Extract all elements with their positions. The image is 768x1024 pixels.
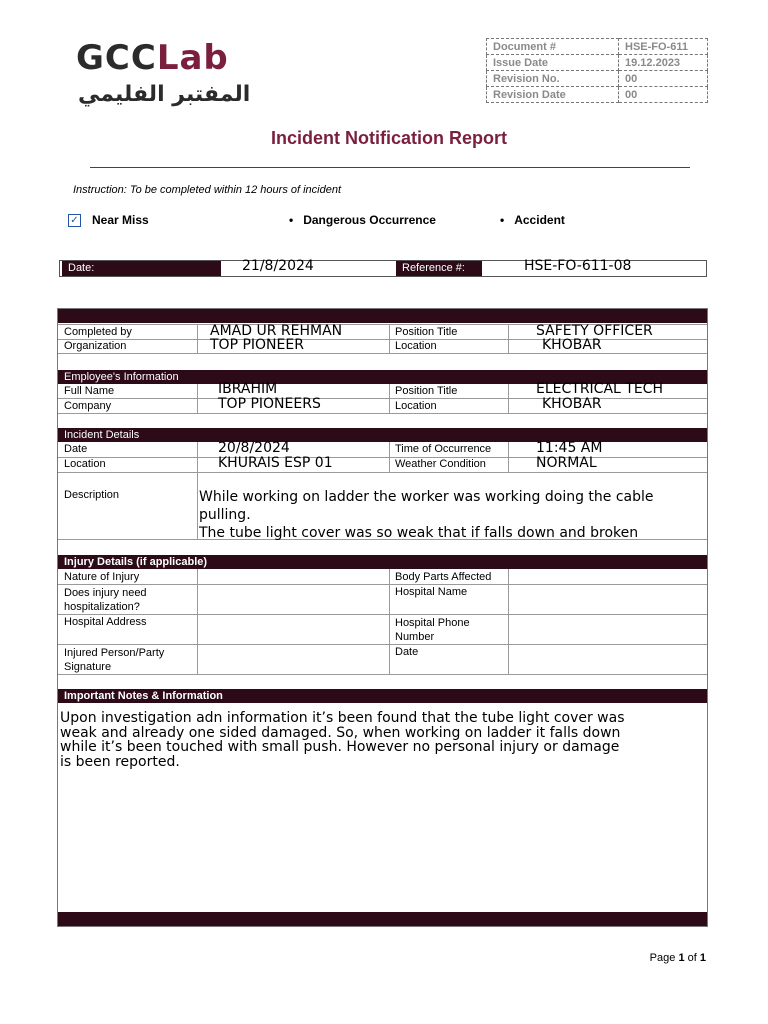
reference-value[interactable]: HSE-FO-611-08 xyxy=(524,258,632,274)
page-title: Incident Notification Report xyxy=(271,128,507,148)
grid-line xyxy=(58,398,707,399)
section-header-injury: Injury Details (if applicable) xyxy=(58,555,707,569)
near-miss-checkbox-icon[interactable]: ✓ xyxy=(68,214,81,227)
incident-date-value[interactable]: 20/8/2024 xyxy=(218,440,290,456)
organization-label: Organization xyxy=(64,340,127,352)
option-near-miss: Near Miss xyxy=(92,213,149,227)
location-value[interactable]: KHOBAR xyxy=(542,337,602,353)
grid-line xyxy=(508,324,509,354)
date-label: Date: xyxy=(62,261,221,276)
hospitalization-label-line: Does injury need xyxy=(64,587,147,599)
doc-control-row xyxy=(487,87,708,103)
hospitalization-label-line: hospitalization? xyxy=(64,601,140,613)
company-label: Company xyxy=(64,400,112,412)
option-dangerous-occurrence[interactable] xyxy=(289,213,436,227)
option-accident-label: Accident xyxy=(514,213,565,227)
company-logo xyxy=(76,38,229,78)
notes-text[interactable] xyxy=(60,711,625,769)
page-total: 1 xyxy=(699,952,706,964)
organization-value[interactable]: TOP PIONEER xyxy=(210,337,304,353)
grid-line xyxy=(58,457,707,458)
grid-line xyxy=(389,442,390,472)
instruction-text: Instruction: To be completed within 12 hours of incident xyxy=(73,184,342,196)
doc-control-value: 00 xyxy=(619,87,708,103)
hospital-address-label: Hospital Address xyxy=(64,616,147,628)
grid-line xyxy=(197,324,198,354)
doc-control-row xyxy=(487,55,708,71)
completed-by-label: Completed by xyxy=(64,326,132,338)
page-number xyxy=(650,952,706,964)
position-title-value[interactable]: SAFETY OFFICER xyxy=(536,323,653,339)
grid-line xyxy=(508,384,509,414)
grid-line xyxy=(58,472,707,473)
description-line: pulling. xyxy=(199,507,251,523)
grid-line xyxy=(197,442,198,540)
page-current: 1 xyxy=(678,952,685,964)
employee-position-label: Position Title xyxy=(395,385,458,397)
bullet-icon: • xyxy=(289,213,294,227)
grid-line xyxy=(508,442,509,472)
section-header-employee: Employee's Information xyxy=(58,370,707,384)
time-occurrence-value[interactable]: 11:45 AM xyxy=(536,440,603,456)
signature-label-line: Injured Person/Party xyxy=(64,647,165,659)
employee-location-label: Location xyxy=(395,400,437,412)
section-header-incident: Incident Details xyxy=(58,428,707,442)
grid-line xyxy=(58,584,707,585)
form-bottom-band xyxy=(58,912,707,926)
date-reference-bar xyxy=(59,260,707,277)
location-label: Location xyxy=(395,340,437,352)
grid-line xyxy=(389,384,390,414)
signature-label xyxy=(64,646,164,674)
grid-line xyxy=(58,674,707,675)
time-occurrence-label: Time of Occurrence xyxy=(395,443,492,455)
company-value[interactable]: TOP PIONEERS xyxy=(218,396,321,412)
weather-condition-value[interactable]: NORMAL xyxy=(536,455,597,471)
page-word: Page xyxy=(649,952,676,964)
notes-line: Upon investigation adn information it’s been found that the tube light cover was xyxy=(60,710,625,726)
doc-control-row xyxy=(487,39,708,55)
completed-by-value[interactable]: AMAD UR REHMAN xyxy=(210,323,343,339)
full-name-value[interactable]: IBRAHIM xyxy=(218,381,278,397)
bullet-icon: • xyxy=(500,213,505,227)
grid-line xyxy=(58,339,707,340)
doc-control-value: HSE-FO-611 xyxy=(619,39,708,55)
logo-text-lab: Lab xyxy=(156,38,229,78)
grid-line xyxy=(58,353,707,354)
logo-arabic-text: المفتبر الفليمي xyxy=(78,82,251,107)
incident-form xyxy=(57,308,708,927)
grid-line xyxy=(197,569,198,674)
injury-date-label: Date xyxy=(395,646,419,658)
grid-line xyxy=(389,569,390,674)
description-label: Description xyxy=(64,489,120,501)
hospital-phone-label-line: Hospital Phone xyxy=(395,617,470,629)
notes-line: while it’s been touched with small push. However no personal injury or damage xyxy=(60,739,620,755)
weather-condition-label: Weather Condition xyxy=(395,458,486,470)
grid-line xyxy=(197,384,198,414)
employee-position-value[interactable]: ELECTRICAL TECH xyxy=(536,381,663,397)
signature-label-line: Signature xyxy=(64,661,112,673)
incident-location-value[interactable]: KHURAIS ESP 01 xyxy=(218,455,333,471)
grid-line xyxy=(58,614,707,615)
incident-location-label: Location xyxy=(64,458,106,470)
logo-text-gcc: GCC xyxy=(76,38,157,78)
doc-control-label: Issue Date xyxy=(487,55,619,71)
hospital-name-label: Hospital Name xyxy=(395,586,468,598)
notes-line: is been reported. xyxy=(60,753,180,770)
grid-line xyxy=(508,569,509,674)
hospital-phone-label-line: Number xyxy=(395,631,435,643)
doc-control-row xyxy=(487,71,708,87)
grid-line xyxy=(389,324,390,354)
body-parts-label: Body Parts Affected xyxy=(395,571,492,583)
doc-control-value: 00 xyxy=(619,71,708,87)
option-accident[interactable] xyxy=(500,213,565,227)
full-name-label: Full Name xyxy=(64,385,115,397)
hospitalization-label xyxy=(64,586,147,614)
notes-line: weak and already one sided damaged. So, when working on ladder it falls down xyxy=(60,724,621,741)
option-dangerous-label: Dangerous Occurrence xyxy=(303,213,436,227)
employee-location-value[interactable]: KHOBAR xyxy=(542,396,602,412)
doc-control-label: Revision No. xyxy=(487,71,619,87)
position-title-label: Position Title xyxy=(395,326,458,338)
grid-line xyxy=(58,644,707,645)
description-line: The tube light cover was so weak that if falls down and broken xyxy=(199,525,639,541)
document-control-table xyxy=(486,38,708,103)
doc-control-label: Document # xyxy=(487,39,619,55)
description-value[interactable] xyxy=(199,488,654,542)
page-of-word: of xyxy=(687,952,697,964)
hospital-phone-label xyxy=(395,616,470,644)
nature-of-injury-label: Nature of Injury xyxy=(64,571,140,583)
reference-label: Reference #: xyxy=(396,261,482,276)
incident-date-label: Date xyxy=(64,443,88,455)
doc-control-value: 19.12.2023 xyxy=(619,55,708,71)
form-top-band xyxy=(58,309,707,323)
description-line: While working on ladder the worker was working doing the cable xyxy=(199,489,654,505)
title-divider xyxy=(90,167,690,168)
grid-line xyxy=(58,413,707,414)
date-value[interactable]: 21/8/2024 xyxy=(242,258,314,274)
section-header-notes: Important Notes & Information xyxy=(58,689,707,703)
doc-control-label: Revision Date xyxy=(487,87,619,103)
